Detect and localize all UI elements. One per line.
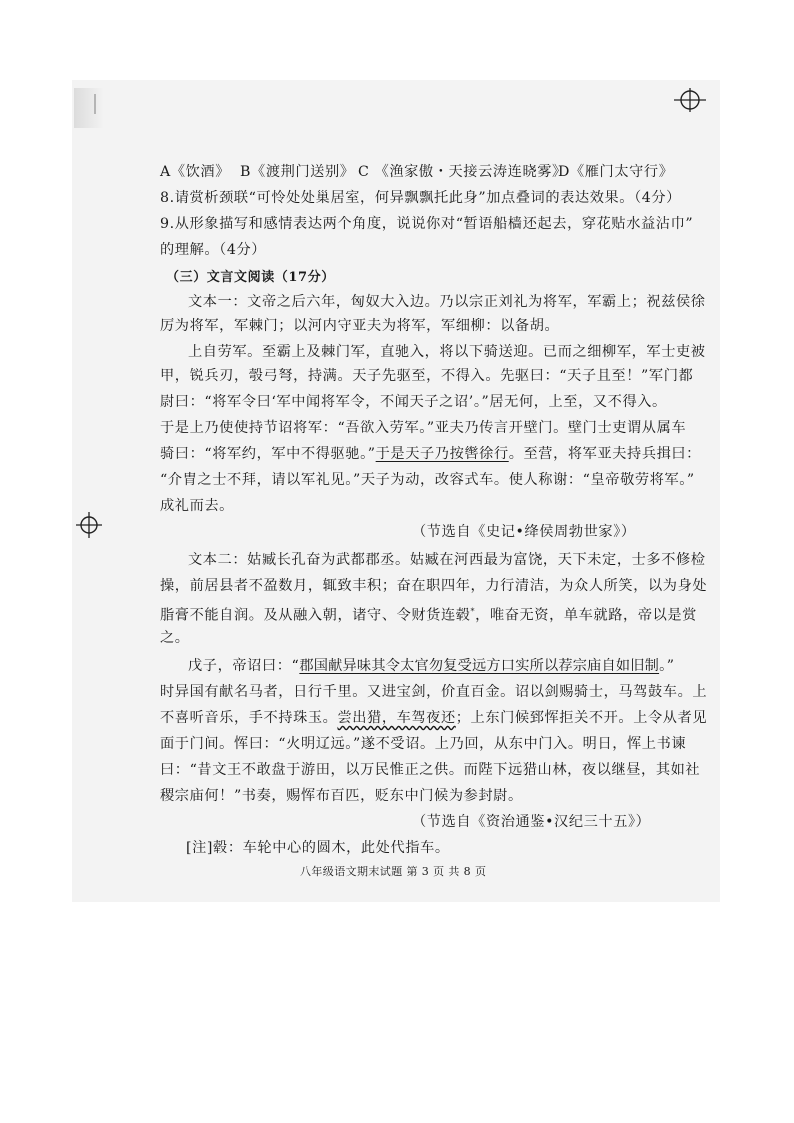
text2-line: 文本二：姑臧长孔奋为武都郡丞。姑臧在河西最为富饶，天下未定，士多不修检 [188,552,706,568]
text2-line [160,602,697,626]
section-title: （三）文言文阅读（17分） [166,270,335,285]
text-segment: 骑曰：“将军约，军中不得驱驰。” [160,446,376,462]
registration-mark-left [74,510,104,540]
text2-source: （节选自《资治通鉴•汉纪三十五》） [412,814,651,830]
text1-line: “介胄之士不拜，请以军礼见。”天子为动，改容式车。使人称谢：“皇帝敬劳将军。” [160,472,695,488]
choice-c: C 《渔家傲・天接云涛连晓雾》 [358,164,567,180]
text2-line: 曰：“昔文王不敢盘于游田，以万民惟正之供。而陛下远猎山林，夜以继昼，其如社 [160,762,701,778]
text-segment: 脂膏不能自润。及从融入朝，诸守、令财货连毂 [160,607,471,624]
text-segment: 。至营，将军亚夫持兵揖曰： [508,446,701,462]
text1-line: 甲，锐兵刃，彀弓弩，持满。天子先驱至，不得入。先驱曰：“天子且至！”军门都 [160,368,694,384]
text-segment: 不喜听音乐，手不持珠玉。 [160,710,338,726]
text1-line: 尉曰：“将军令曰‘军中闻将军令，不闻天子之诏’。”居无何，上至，又不得入。 [160,394,667,410]
question-9-line-2: 的理解。（4分） [160,242,267,258]
text2-line [160,708,707,728]
text-segment: 戊子，帝诏曰：“ [188,658,300,674]
choice-a: A《饮酒》 [160,164,230,180]
text1-line: 厉为将军，军棘门；以河内守亚夫为将军，军细柳：以备胡。 [160,318,560,334]
registration-mark-top-right [672,86,708,114]
underlined-sentence: 于是天子乃按辔徐行 [375,446,509,462]
text2-line: 时异国有献名马者，日行千里。又进宝剑，价直百金。诏以剑赐骑士，马驾鼓车。上 [160,684,708,700]
text2-line: 面于门间。恽曰：“火明辽远。”遂不受诏。上乃回，从东中门入。明日，恽上书谏 [160,736,687,752]
annotation-note: [注]毂：车轮中心的圆木，此处代指车。 [186,840,450,856]
text-segment: ；上东门候郅恽拒关不开。上令从者见 [455,710,708,726]
underlined-edict: 郡国献异味其令太官勿复受远方口实所以荐宗庙自如旧制 [299,658,660,674]
text1-line [160,444,701,464]
choice-b: B《渡荆门送别》 [240,164,355,180]
choices-row [160,162,674,182]
text1-line: 于是上乃使使持节诏将军：“吾欲入劳军。”亚夫乃传言开壁门。壁门士吏谓从属车 [160,420,687,436]
text2-line: 操，前居县者不盈数月，辄致丰积；奋在职四年，力行清洁，为众人所笑，以为身处 [160,578,708,594]
text1-line: 成礼而去。 [160,498,234,514]
question-8: 8.请赏析颈联“可怜处处巢居室，何异飘飘托此身”加点叠词的表达效果。（4分） [160,190,681,206]
text2-line [188,656,675,676]
text2-line: 稷宗庙何！”书奏，赐恽布百匹，贬东中门候为参封尉。 [160,788,523,804]
text-segment: 。” [659,658,675,674]
text2-line: 之。 [160,630,190,646]
note-marker: * [470,607,476,616]
text-segment: ，唯奋无资，单车就路，帝以是赏 [475,607,697,624]
text1-line: 上自劳军。至霸上及棘门军，直驰入，将以下骑送迎。已而之细柳军，军士吏被 [188,344,706,360]
text1-line: 文本一：文帝之后六年，匈奴大入边。乃以宗正刘礼为将军，军霸上；祝兹侯徐 [188,294,706,310]
choice-d: D《雁门太守行》 [558,164,674,180]
text1-source: （节选自《史记•绛侯周勃世家》） [412,524,636,540]
page-footer: 八年级语文期末试题 第 3 页 共 8 页 [300,865,487,878]
wavy-underlined-phrase: 尝出猎，车驾夜还 [337,710,456,726]
scan-edge-mark [74,88,104,128]
question-9-line-1: 9.从形象描写和感情表达两个角度，说说你对“暂语船樯还起去，穿花贴水益沾巾” [160,216,694,232]
